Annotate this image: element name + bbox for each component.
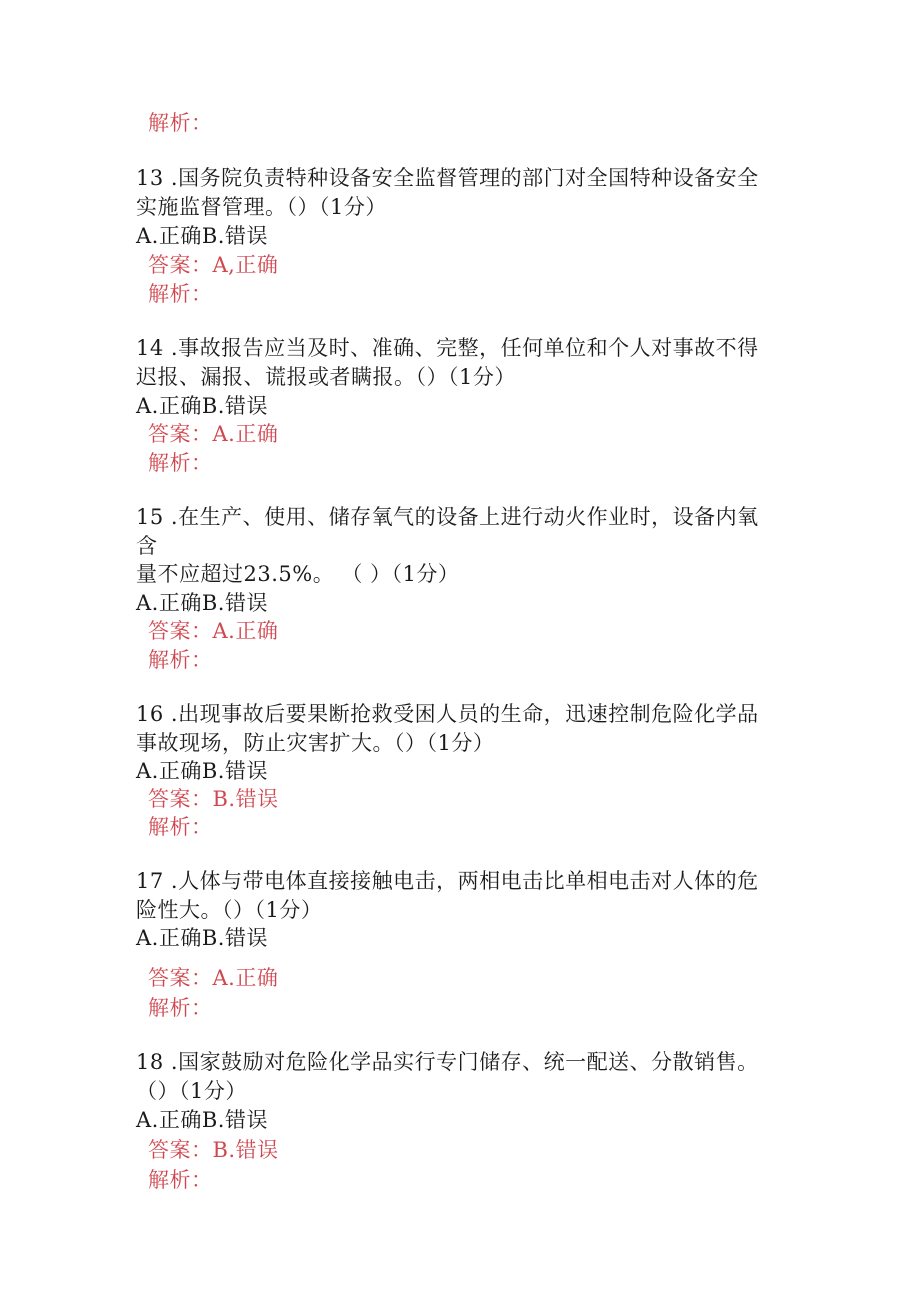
question-options: A.正确B.错误: [136, 759, 268, 783]
question-text-line: 量不应超过23.5%。 （ ）（1分）: [136, 562, 460, 586]
analysis-label: 解析：: [148, 282, 213, 306]
answer-text: 答案：B.错误: [148, 1138, 279, 1162]
question-text-line: 16 .出现事故后要果断抢救受困人员的生命，迅速控制危险化学品: [136, 702, 759, 726]
analysis-label: 解析：: [148, 1168, 213, 1192]
question-options: A.正确B.错误: [136, 926, 268, 950]
answer-text: 答案：B.错误: [148, 787, 279, 811]
answer-text: 答案：A.正确: [148, 422, 279, 446]
question-text-line: 迟报、漏报、谎报或者瞒报。（）（1分）: [136, 365, 516, 389]
analysis-label: 解析：: [148, 451, 213, 475]
question-text-line: 含: [136, 534, 158, 558]
answer-text: 答案：A,正确: [148, 253, 279, 277]
question-text-line: 18 .国家鼓励对危险化学品实行专门储存、统一配送、分散销售。: [136, 1050, 759, 1074]
question-text-line: 15 .在生产、使用、储存氧气的设备上进行动火作业时，设备内氧: [136, 505, 759, 529]
top-analysis-label: 解析：: [148, 111, 213, 135]
question-text-line: 事故现场，防止灾害扩大。（）（1分）: [136, 731, 495, 755]
question-text-line: （）（1分）: [136, 1079, 247, 1103]
question-text-line: 险性大。（）（1分）: [136, 898, 323, 922]
question-text-line: 实施监督管理。（）（1分）: [136, 195, 387, 219]
analysis-label: 解析：: [148, 815, 213, 839]
question-text-line: 17 .人体与带电体直接接触电击，两相电击比单相电击对人体的危: [136, 869, 759, 893]
question-text-line: 13 .国务院负责特种设备安全监督管理的部门对全国特种设备安全: [136, 166, 759, 190]
question-options: A.正确B.错误: [136, 591, 268, 615]
question-options: A.正确B.错误: [136, 224, 268, 248]
analysis-label: 解析：: [148, 648, 213, 672]
answer-text: 答案：A.正确: [148, 619, 279, 643]
question-options: A.正确B.错误: [136, 1108, 268, 1132]
question-options: A.正确B.错误: [136, 394, 268, 418]
analysis-label: 解析：: [148, 996, 213, 1020]
question-text-line: 14 .事故报告应当及时、准确、完整，任何单位和个人对事故不得: [136, 336, 759, 360]
answer-text: 答案：A.正确: [148, 966, 279, 990]
